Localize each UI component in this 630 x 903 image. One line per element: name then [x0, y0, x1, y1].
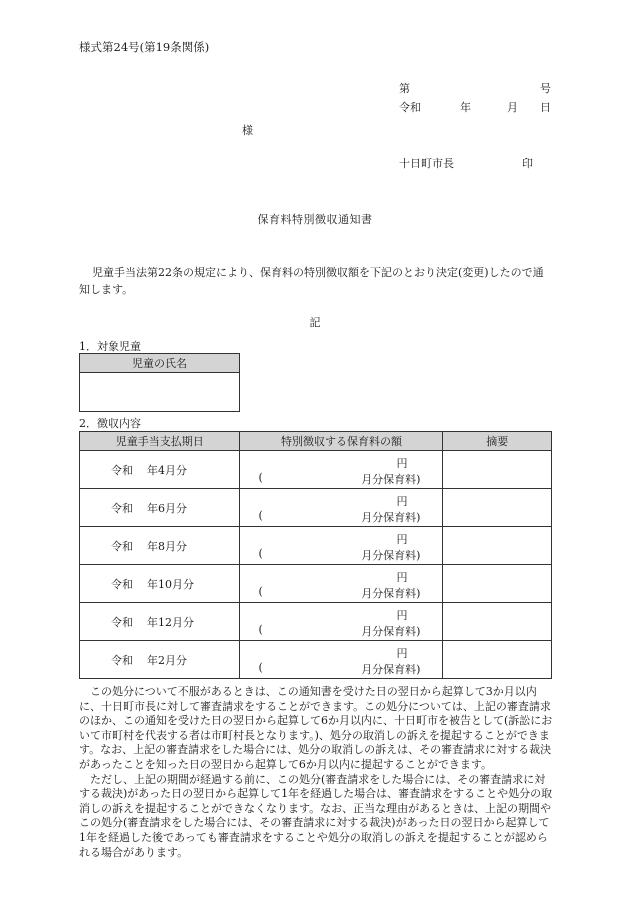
- child-name-header: 児童の氏名: [80, 354, 240, 373]
- row-era: 令和: [111, 501, 133, 515]
- date-day: 日: [540, 101, 551, 114]
- remarks-cell: [443, 489, 552, 527]
- yen-label: 円: [396, 533, 408, 546]
- month-fee-label: 月分保育料): [361, 587, 421, 600]
- yen-label: 円: [396, 571, 408, 584]
- col-header-remarks: 摘要: [443, 432, 552, 451]
- row-era: 令和: [111, 539, 133, 553]
- yen-label: 円: [396, 609, 408, 622]
- document-title: 保育料特別徴収通知書: [257, 213, 373, 226]
- notice-paragraph-1: この処分について不服があるときは、この通知書を受けた日の翌日から起算して3か月以内に、十日町市長に対して審査請求をすることができます。この処分については、上記の審査請求のほか、この通知を受けた日の翌日から起算して6か月以内に、十日町市を被告として(訴訟において市町村を代表する者は市町村長となります。)、処分の取消しの訴えを提起することができます。なお、上記の審査請求をした場合には、処分の取消しの訴えは、その審査請求に対する裁決があったことを知った日の翌日から起算して6か月以内に提起することができます。: [79, 685, 553, 771]
- section-2-heading: 2．徴収内容: [79, 417, 141, 430]
- month-fee-label: 月分保育料): [361, 663, 421, 676]
- row-month: 年6月分: [147, 501, 187, 515]
- open-paren: (: [258, 547, 263, 560]
- notice-paragraph-2: ただし、上記の期間が経過する前に、この処分(審査請求をした場合には、その審査請求に対する裁決)があった日の翌日から起算して1年を経過した場合は、審査請求をすることや処分の取消しの訴えを提起することができなくなります。なお、正当な理由があるときは、上記の期間やこの処分(審査請求をした場合には、その審査請求に対する裁決)があった日の翌日から起算して1年を経過した後であっても審査請求をすることや処分の取消しの訴えを提起することが認められる場合があります。: [79, 772, 553, 859]
- col-header-payment-date: 児童手当支払期日: [80, 432, 240, 451]
- row-era: 令和: [111, 615, 133, 629]
- row-month: 年8月分: [147, 539, 187, 553]
- open-paren: (: [258, 509, 263, 522]
- child-name-cell: [80, 373, 240, 412]
- issuer-name: 十日町市長: [399, 157, 454, 170]
- number-prefix: 第: [399, 82, 410, 95]
- table-row: [80, 641, 552, 679]
- form-number: 様式第24号(第19条関係): [79, 40, 210, 54]
- ki-heading: 記: [309, 316, 321, 329]
- row-month: 年12月分: [147, 615, 194, 629]
- number-suffix: 号: [540, 82, 551, 95]
- open-paren: (: [258, 471, 263, 484]
- table-row: [80, 451, 552, 489]
- row-month: 年10月分: [147, 577, 194, 591]
- remarks-cell: [443, 565, 552, 603]
- yen-label: 円: [396, 457, 408, 470]
- intro-paragraph: 児童手当法第22条の規定により、保育料の特別徴収額を下記のとおり決定(変更)したので通知します。: [79, 266, 544, 296]
- open-paren: (: [258, 661, 263, 674]
- month-fee-label: 月分保育料): [361, 511, 421, 524]
- remarks-cell: [443, 641, 552, 679]
- table-row: [80, 565, 552, 603]
- remarks-cell: [443, 451, 552, 489]
- remarks-cell: [443, 527, 552, 565]
- appeal-notice: [79, 685, 553, 860]
- yen-label: 円: [396, 647, 408, 660]
- col-header-amount: 特別徴収する保育料の額: [240, 432, 443, 451]
- table-row: [80, 489, 552, 527]
- seal-mark: 印: [522, 157, 533, 170]
- date-year: 年: [460, 101, 471, 114]
- table-row: [80, 603, 552, 641]
- row-month: 年4月分: [147, 463, 187, 477]
- month-fee-label: 月分保育料): [361, 549, 421, 562]
- target-child-table: [79, 353, 240, 412]
- date-month: 月: [507, 101, 518, 114]
- open-paren: (: [258, 585, 263, 598]
- addressee-suffix: 様: [242, 124, 253, 137]
- yen-label: 円: [396, 495, 408, 508]
- month-fee-label: 月分保育料): [361, 473, 421, 486]
- month-fee-label: 月分保育料): [361, 625, 421, 638]
- row-era: 令和: [111, 577, 133, 591]
- table-row: [80, 527, 552, 565]
- date-era: 令和: [399, 101, 421, 114]
- open-paren: (: [258, 623, 263, 636]
- row-month: 年2月分: [147, 653, 187, 667]
- row-era: 令和: [111, 653, 133, 667]
- remarks-cell: [443, 603, 552, 641]
- section-1-heading: 1．対象児童: [79, 340, 141, 353]
- collection-table: [79, 431, 552, 679]
- row-era: 令和: [111, 463, 133, 477]
